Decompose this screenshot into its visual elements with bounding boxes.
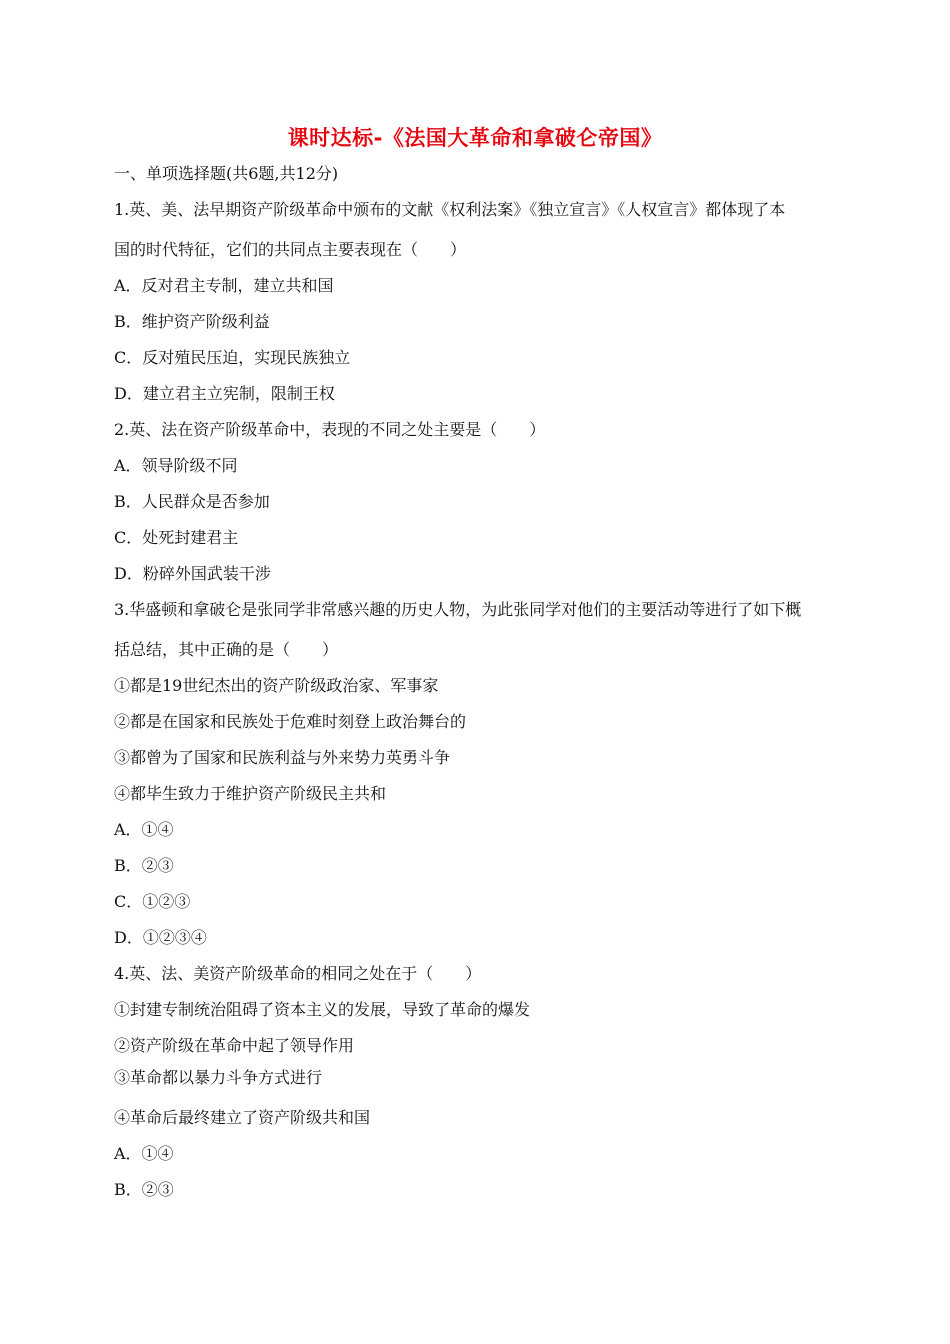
question-4-stem: 4.英、法、美资产阶级革命的相同之处在于（ ） xyxy=(114,964,482,983)
page-title: 课时达标-《法国大革命和拿破仑帝国》 xyxy=(287,126,663,150)
question-1-stem-line-1: 1.英、美、法早期资产阶级革命中颁布的文献《权利法案》《独立宣言》《人权宣言》都体现了本 xyxy=(114,200,786,219)
question-3-option-c: C．①②③ xyxy=(114,892,191,911)
section-heading: 一、单项选择题(共6题,共12分) xyxy=(114,164,339,183)
question-1-option-c: C．反对殖民压迫，实现民族独立 xyxy=(114,348,351,367)
question-3-statement-1: ①都是19世纪杰出的资产阶级政治家、军事家 xyxy=(114,676,439,695)
question-3-option-b: B．②③ xyxy=(114,856,174,875)
question-4-option-b: B．②③ xyxy=(114,1180,174,1199)
question-3-option-d: D．①②③④ xyxy=(114,928,207,947)
question-3-statement-2: ②都是在国家和民族处于危难时刻登上政治舞台的 xyxy=(114,712,467,731)
question-4-statement-3: ③革命都以暴力斗争方式进行 xyxy=(114,1068,323,1087)
question-4-statement-4: ④革命后最终建立了资产阶级共和国 xyxy=(114,1108,371,1127)
question-3-option-a: A．①④ xyxy=(114,820,174,839)
question-4-statement-2: ②资产阶级在革命中起了领导作用 xyxy=(114,1036,355,1055)
question-3-stem-line-2: 括总结，其中正确的是（ ） xyxy=(114,640,339,659)
question-2-option-d: D．粉碎外国武装干涉 xyxy=(114,564,271,583)
question-4-option-a: A．①④ xyxy=(114,1144,174,1163)
question-4-statement-1: ①封建专制统治阻碍了资本主义的发展，导致了革命的爆发 xyxy=(114,1000,531,1019)
question-1-option-d: D．建立君主立宪制，限制王权 xyxy=(114,384,335,403)
question-1-option-b: B．维护资产阶级利益 xyxy=(114,312,270,331)
question-2-option-b: B．人民群众是否参加 xyxy=(114,492,270,511)
question-2-option-c: C．处死封建君主 xyxy=(114,528,239,547)
question-2-option-a: A．领导阶级不同 xyxy=(114,456,238,475)
question-1-stem-line-2: 国的时代特征，它们的共同点主要表现在（ ） xyxy=(114,240,467,259)
question-3-statement-3: ③都曾为了国家和民族利益与外来势力英勇斗争 xyxy=(114,748,451,767)
question-2-stem: 2.英、法在资产阶级革命中，表现的不同之处主要是（ ） xyxy=(114,420,546,439)
question-1-option-a: A．反对君主专制，建立共和国 xyxy=(114,276,334,295)
question-3-stem-line-1: 3.华盛顿和拿破仑是张同学非常感兴趣的历史人物，为此张同学对他们的主要活动等进行了如下概 xyxy=(114,600,802,619)
question-3-statement-4: ④都毕生致力于维护资产阶级民主共和 xyxy=(114,784,387,803)
